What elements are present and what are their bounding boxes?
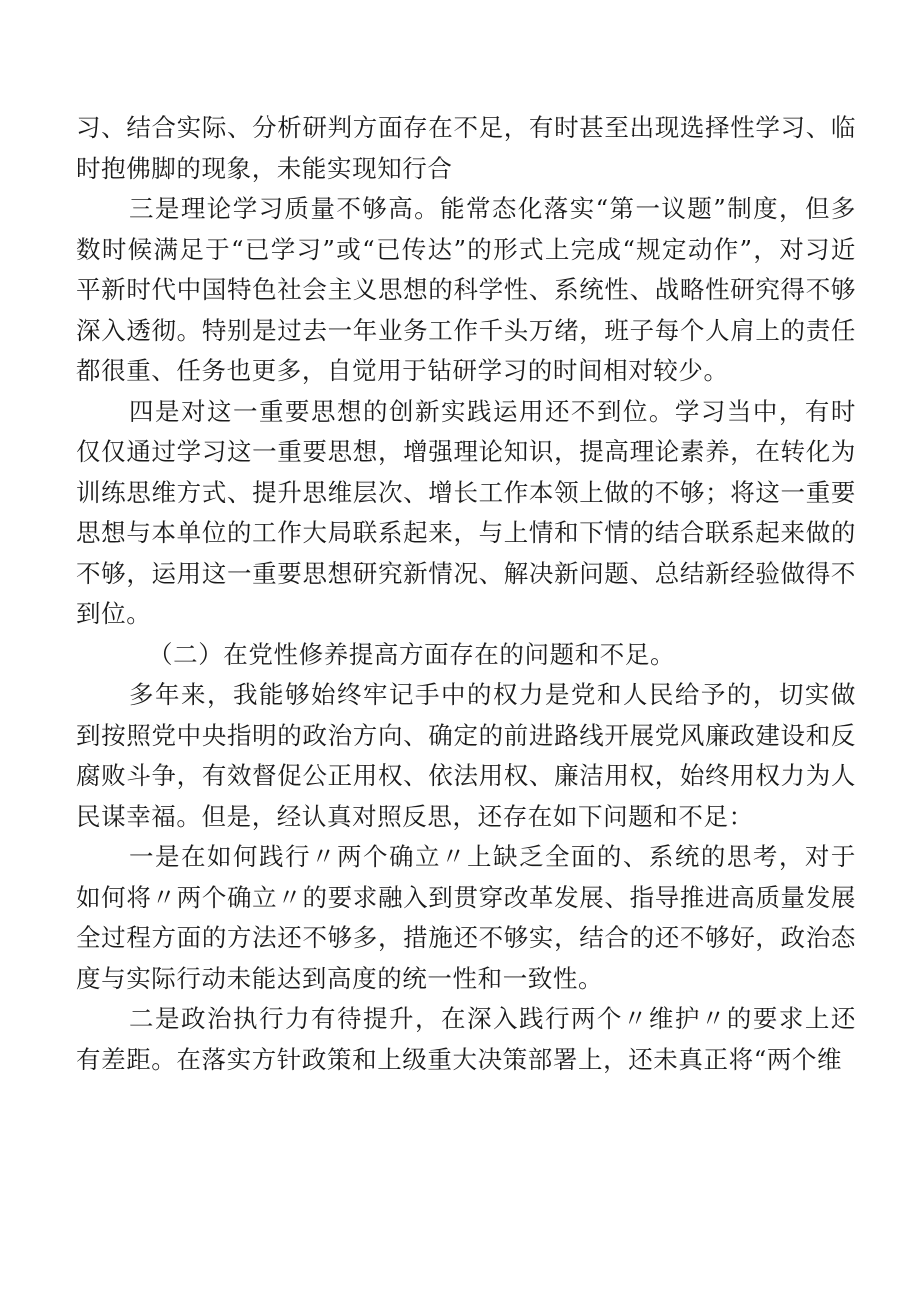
paragraph-power-awareness: 多年来，我能够始终牢记手中的权力是党和人民给予的，切实做到按照党中央指明的政治方向、确定的前进路线开展党风廉政建设和反腐败斗争，有效督促公正用权、依法用权、廉洁用权，始终用权力为人民谋幸福。但是，经认真对照反思，还存在如下问题和不足： [76,680,856,831]
document-page [76,108,856,1080]
paragraph-continuation: 习、结合实际、分析研判方面存在不足，有时甚至出现选择性学习、临时抱佛脚的现象，未能实现知行合 [76,113,856,183]
paragraph-theory-study-quality: 三是理论学习质量不够高。能常态化落实“第一议题”制度，但多数时候满足于“已学习”或“已传达”的形式上完成“规定动作”，对习近平新时代中国特色社会主义思想的科学性、系统性、战略性研究得不够深入透彻。特别是过去一年业务工作千头万绪，班子每个人肩上的责任都很重、任务也更多，自觉用于钻研学习的时间相对较少。 [76,194,856,385]
section-heading-party-spirit: （二）在党性修养提高方面存在的问题和不足。 [148,639,676,669]
paragraph-innovation-practice: 四是对这一重要思想的创新实践运用还不到位。学习当中，有时仅仅通过学习这一重要思想，增强理论知识，提高理论素养，在转化为训练思维方式、提升思维层次、增长工作本领上做的不够；将这一重要思想与本单位的工作大局联系起来，与上情和下情的结合联系起来做的不够，运用这一重要思想研究新情况、解决新问题、总结新经验做得不到位。 [76,396,856,628]
paragraph-two-establishments: 一是在如何践行〃两个确立〃上缺乏全面的、系统的思考，对于如何将〃两个确立〃的要求融入到贯穿改革发展、指导推进高质量发展全过程方面的方法还不够多，措施还不够实，结合的还不够好，政治态度与实际行动未能达到高度的统一性和一致性。 [76,842,856,993]
paragraph-political-execution: 二是政治执行力有待提升，在深入践行两个〃维护〃的要求上还有差距。在落实方针政策和上级重大决策部署上，还未真正将“两个维 [76,1004,856,1074]
